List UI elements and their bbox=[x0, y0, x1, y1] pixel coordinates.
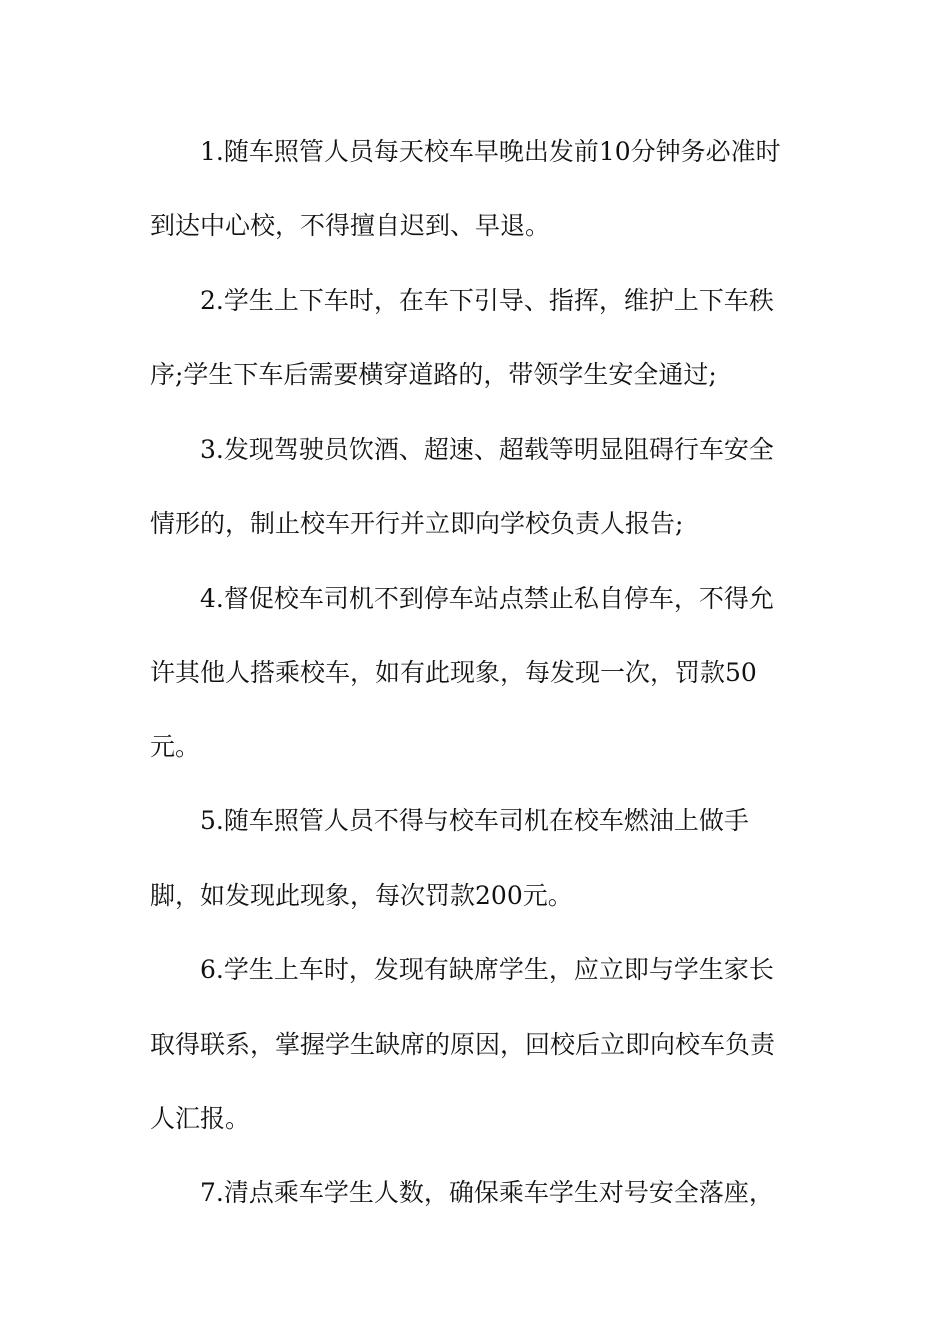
item-7-line-1: 7.清点乘车学生人数，确保乘车学生对号安全落座， bbox=[200, 1178, 774, 1207]
item-2-line-2: 序;学生下车后需要横穿道路的，带领学生安全通过; bbox=[150, 360, 717, 389]
item-3-line-1: 3.发现驾驶员饮酒、超速、超载等明显阻碍行车安全 bbox=[200, 435, 774, 464]
item-3-line-2: 情形的，制止校车开行并立即向学校负责人报告; bbox=[150, 509, 684, 538]
item-6-line-3: 人汇报。 bbox=[150, 1104, 251, 1133]
item-1-line-1: 1.随车照管人员每天校车早晚出发前10分钟务必准时 bbox=[200, 137, 781, 166]
item-5-line-2: 脚，如发现此现象，每次罚款200元。 bbox=[150, 881, 573, 910]
item-1-line-2: 到达中心校，不得擅自迟到、早退。 bbox=[150, 211, 551, 240]
item-6-line-2: 取得联系，掌握学生缺席的原因，回校后立即向校车负责 bbox=[150, 1030, 776, 1059]
item-2-line-1: 2.学生上下车时，在车下引导、指挥，维护上下车秩 bbox=[200, 286, 774, 315]
item-5-line-1: 5.随车照管人员不得与校车司机在校车燃油上做手 bbox=[200, 806, 749, 835]
item-6-line-1: 6.学生上车时，发现有缺席学生，应立即与学生家长 bbox=[200, 955, 774, 984]
item-4-line-3: 元。 bbox=[150, 732, 201, 761]
item-4-line-2: 许其他人搭乘校车，如有此现象，每发现一次，罚款50 bbox=[150, 658, 757, 687]
item-4-line-1: 4.督促校车司机不到停车站点禁止私自停车，不得允 bbox=[200, 584, 774, 613]
